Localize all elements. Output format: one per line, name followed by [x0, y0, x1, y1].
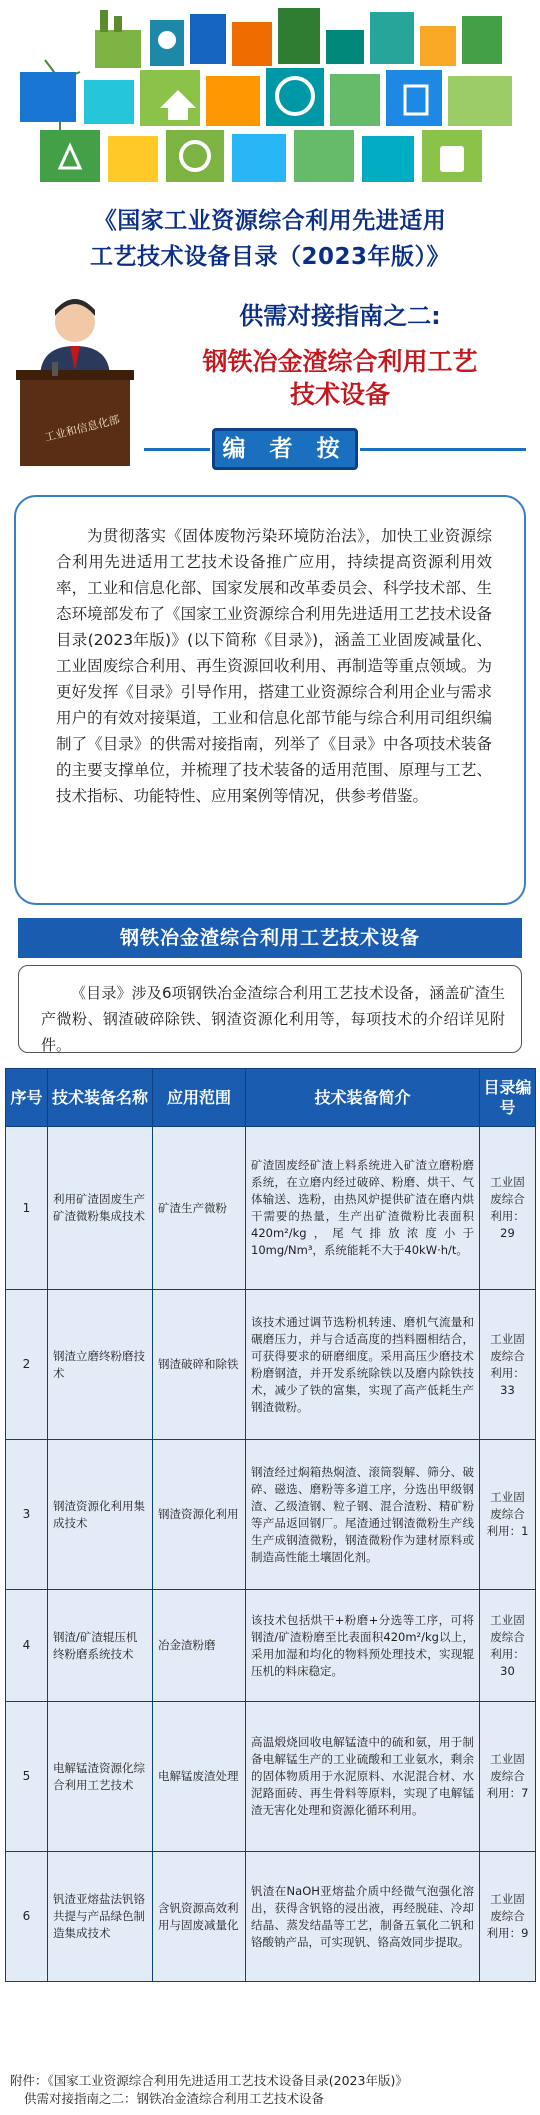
editor-note-badge: 编 者 按	[212, 428, 358, 470]
section-intro-box	[18, 965, 522, 1053]
cell-name: 钢渣立磨终粉磨技术	[48, 1290, 153, 1440]
cell-desc: 该技术通过调节选粉机转速、磨机气流量和碾磨压力，并与合适高度的挡料圈相结合，可获得要求的研磨细度。采用高压少磨技术粉磨钢渣，并开发系统除铁以及磨内除铁技术，减少了铁的富集，实现了高产低耗生产钢渣微粉。	[246, 1290, 480, 1440]
table-row	[6, 1290, 536, 1440]
podium-label: 工业和信息化部	[43, 413, 122, 445]
cell-code: 工业固废综合利用：9	[480, 1852, 536, 1982]
header-name: 技术装备名称	[48, 1069, 153, 1127]
table-row	[6, 1440, 536, 1590]
topic-title	[150, 345, 530, 411]
cell-name: 钢渣/矿渣辊压机终粉磨系统技术	[48, 1590, 153, 1702]
catalog-title-line1: 《国家工业资源综合利用先进适用	[93, 208, 447, 234]
cell-desc: 高温煅烧回收电解锰渣中的硫和氨，用于制备电解锰生产的工业硫酸和工业氨水，剩余的固体物质用于水泥原料、水泥混合材、水泥路面砖、再生骨料等原料，实现了电解锰渣无害化处理和资源化循环利用。	[246, 1702, 480, 1852]
table-row	[6, 1852, 536, 1982]
cell-no: 6	[6, 1852, 48, 1982]
speaker-person-icon	[40, 299, 110, 378]
topic-title-line2: 技术设备	[289, 380, 390, 409]
cell-code: 工业固废综合利用：29	[480, 1127, 536, 1290]
editor-note-text: 为贯彻落实《固体废物污染环境防治法》，加快工业资源综合利用先进适用工艺技术设备推广应用，持续提高资源利用效率，工业和信息化部、国家发展和改革委员会、科学技术部、生态环境部发布了《国家工业资源综合利用先进适用工艺技术设备目录(2023年版)》(以下简称《目录》)，涵盖工业固废减量化、工业固废综合利用、再生资源回收利用、再制造等重点领域。为更好发挥《目录》引导作用，搭建工业资源综合利用企业与需求用户的有效对接渠道，工业和信息化部节能与综合利用司组织编制了《目录》的供需对接指南，列举了《目录》中各项技术装备的主要支撑单位，并梳理了技术装备的适用范围、原理与工艺、技术指标、功能特性、应用案例等情况，供参考借鉴。	[56, 527, 492, 805]
footnote-line1: 附件：《国家工业资源综合利用先进适用工艺技术设备目录(2023年版)》	[10, 2073, 408, 2088]
badge-line-right	[360, 448, 526, 451]
catalog-title	[20, 203, 520, 275]
header-code: 目录编号	[480, 1069, 536, 1127]
cell-name: 利用矿渣固废生产矿渣微粉集成技术	[48, 1127, 153, 1290]
table-row	[6, 1590, 536, 1702]
table-header-row	[6, 1069, 536, 1127]
cell-code: 工业固废综合利用：7	[480, 1702, 536, 1852]
badge-line-left	[144, 448, 210, 451]
cell-desc: 矿渣固废经矿渣上料系统进入矿渣立磨粉磨系统，在立磨内经过破碎、粉磨、烘干、气体输送、选粉，由热风炉提供矿渣在磨内烘干需要的热量，生产出矿渣微粉比表面积420m²/kg，尾气排放浓度小于10mg/Nm³，系统能耗不大于40kW·h/t。	[246, 1127, 480, 1290]
cell-scope: 含钒资源高效利用与固废减量化	[153, 1852, 246, 1982]
cell-no: 1	[6, 1127, 48, 1290]
guide-title: 供需对接指南之二:	[239, 302, 441, 330]
cell-code: 工业固废综合利用：30	[480, 1590, 536, 1702]
cell-desc: 该技术包括烘干+粉磨+分选等工序，可将钢渣/矿渣粉磨至比表面积420m²/kg以上，采用加湿和均化的物料预处理技术，实现辊压机的料床稳定。	[246, 1590, 480, 1702]
speaker-illustration	[10, 288, 140, 468]
header-no: 序号	[6, 1069, 48, 1127]
cell-scope: 电解锰废渣处理	[153, 1702, 246, 1852]
attachment-footnote	[10, 2072, 530, 2108]
section-intro-text: 《目录》涉及6项钢铁冶金渣综合利用工艺技术设备，涵盖矿渣生产微粉、钢渣破碎除铁、钢渣资源化利用等，每项技术的介绍详见附件。	[41, 984, 505, 1054]
table-row	[6, 1127, 536, 1290]
cell-code: 工业固废综合利用：1	[480, 1440, 536, 1590]
editor-note-box	[14, 495, 526, 905]
cell-name: 钒渣亚熔盐法钒铬共提与产品绿色制造集成技术	[48, 1852, 153, 1982]
cell-code: 工业固废综合利用：33	[480, 1290, 536, 1440]
cell-no: 3	[6, 1440, 48, 1590]
cell-scope: 钢渣破碎和除铁	[153, 1290, 246, 1440]
cell-desc: 钢渣经过焖箱热焖渣、滚筒裂解、筛分、破碎、磁选、磨粉等多道工序，分选出甲级钢渣、乙级渣钢、粒子钢、混合渣粉、精矿粉等产品返回钢厂。尾渣通过钢渣微粉生产线生产成钢渣微粉，钢渣微粉作为建材原料或制造高性能土壤固化剂。	[246, 1440, 480, 1590]
cell-name: 钢渣资源化利用集成技术	[48, 1440, 153, 1590]
header-desc: 技术装备简介	[246, 1069, 480, 1127]
cell-no: 5	[6, 1702, 48, 1852]
catalog-title-line2: 工艺技术设备目录（2023年版）》	[89, 244, 450, 270]
cell-no: 4	[6, 1590, 48, 1702]
footnote-line2: 供需对接指南之二：钢铁冶金渣综合利用工艺技术设备	[24, 2091, 325, 2106]
header-scope: 应用范围	[153, 1069, 246, 1127]
cell-scope: 冶金渣粉磨	[153, 1590, 246, 1702]
table-row	[6, 1702, 536, 1852]
topic-title-line1: 钢铁冶金渣综合利用工艺	[202, 347, 478, 376]
cell-desc: 钒渣在NaOH亚熔盐介质中经微气泡强化溶出，获得含钒铬的浸出液，再经脱硅、冷却结晶、蒸发结晶等工艺，制备五氧化二钒和铬酸钠产品，可实现钒、铬高效同步提取。	[246, 1852, 480, 1982]
cell-name: 电解锰渣资源化综合利用工艺技术	[48, 1702, 153, 1852]
equipment-table	[5, 1068, 536, 1982]
section-title-bar: 钢铁冶金渣综合利用工艺技术设备	[18, 918, 522, 958]
eco-industry-banner	[0, 0, 540, 198]
cell-scope: 矿渣生产微粉	[153, 1127, 246, 1290]
cell-scope: 钢渣资源化利用	[153, 1440, 246, 1590]
cell-no: 2	[6, 1290, 48, 1440]
